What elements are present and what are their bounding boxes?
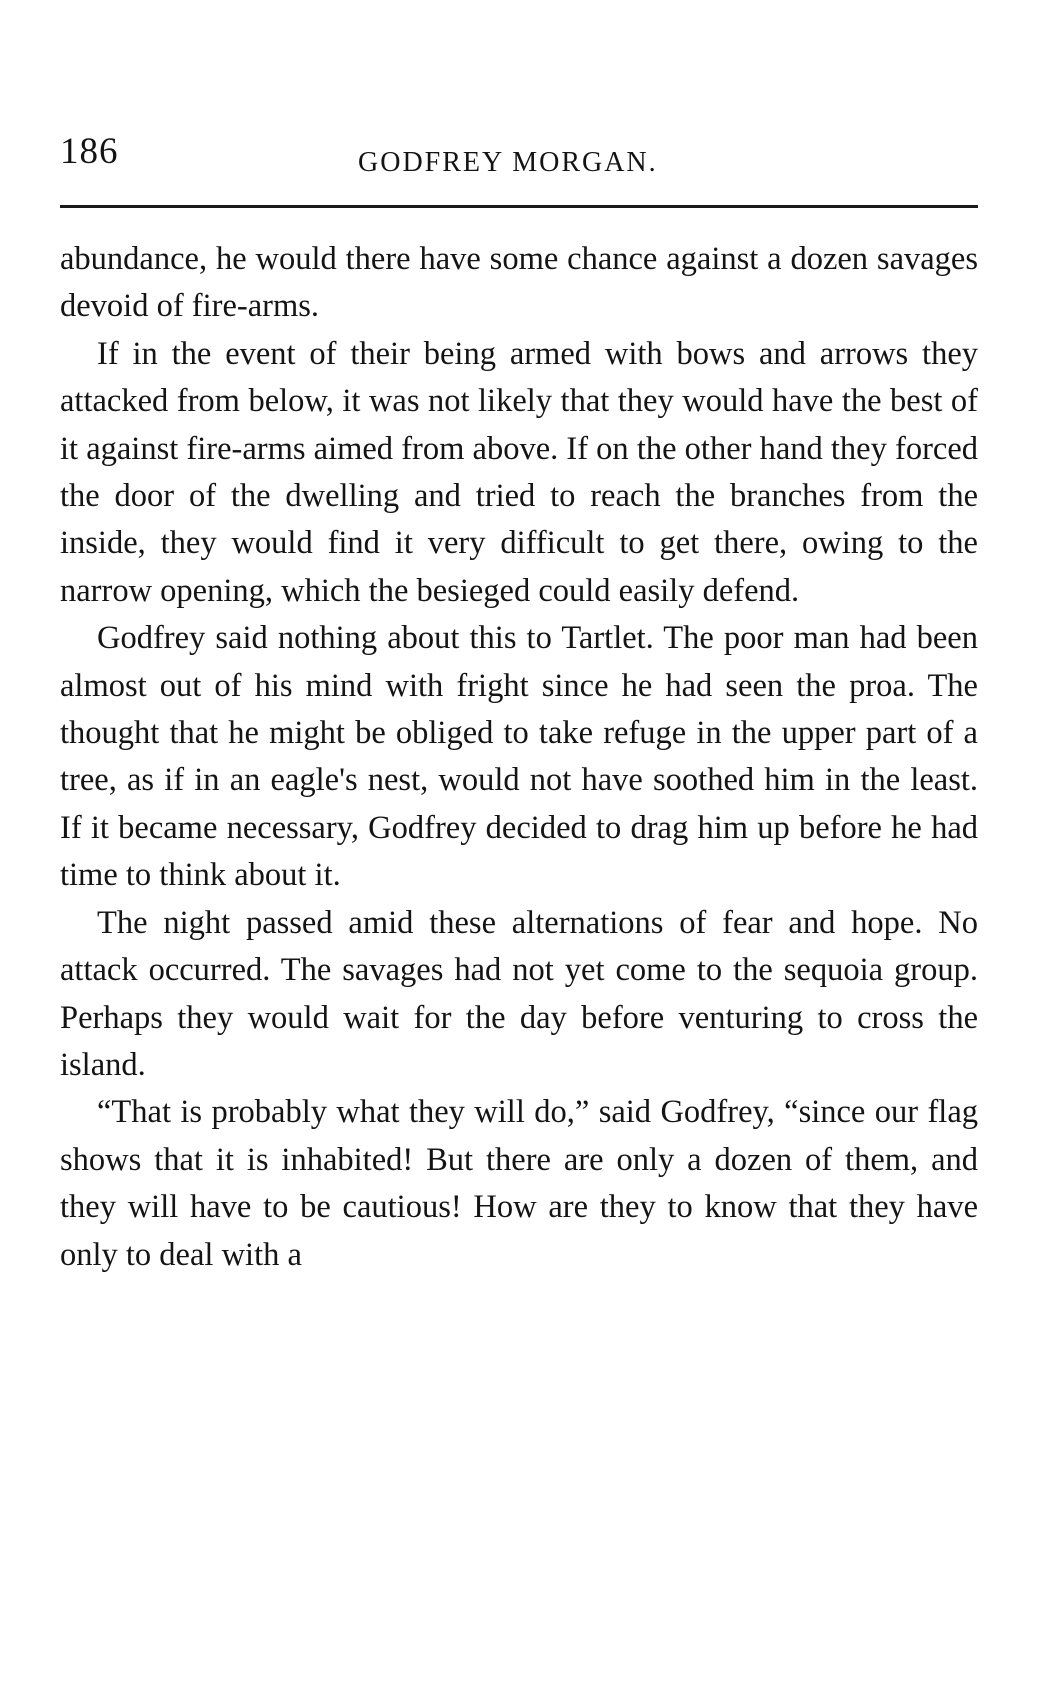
running-head	[60, 132, 980, 182]
paragraph: Godfrey said nothing about this to Tartlet. The poor man had been almost out of his mind with fright since he had seen the proa. The thought that he might be obliged to take refuge in the upper part of a tree, as if in an eagle's nest, would not have soothed him in the least. If it became necessary, Godfrey decided to drag him up before he had time to think about it.	[60, 620, 978, 894]
body-text	[60, 236, 978, 1279]
running-title: GODFREY MORGAN.	[358, 147, 658, 178]
page-number: 186	[60, 131, 119, 172]
paragraph: If in the event of their being armed with bows and arrows they attacked from below, it was not likely that they would have the best of it against fire-arms aimed from above. If on the other hand they forced the door of the dwelling and tried to reach the branches from the inside, they would find it very difficult to get there, owing to the narrow opening, which the besieged could easily defend.	[60, 335, 978, 609]
paragraph: “That is probably what they will do,” said Godfrey, “since our flag shows that it is inhabited! But there are only a dozen of them, and they will have to be cautious! How are they to know that they have only to deal with a	[60, 1094, 978, 1273]
header-rule	[60, 205, 978, 208]
paragraph: The night passed amid these alternations of fear and hope. No attack occurred. The savages had not yet come to the sequoia group. Perhaps they would wait for the day before venturing to cross the island.	[60, 904, 978, 1083]
paragraph: abundance, he would there have some chance against a dozen savages devoid of fire-arms.	[60, 241, 978, 325]
